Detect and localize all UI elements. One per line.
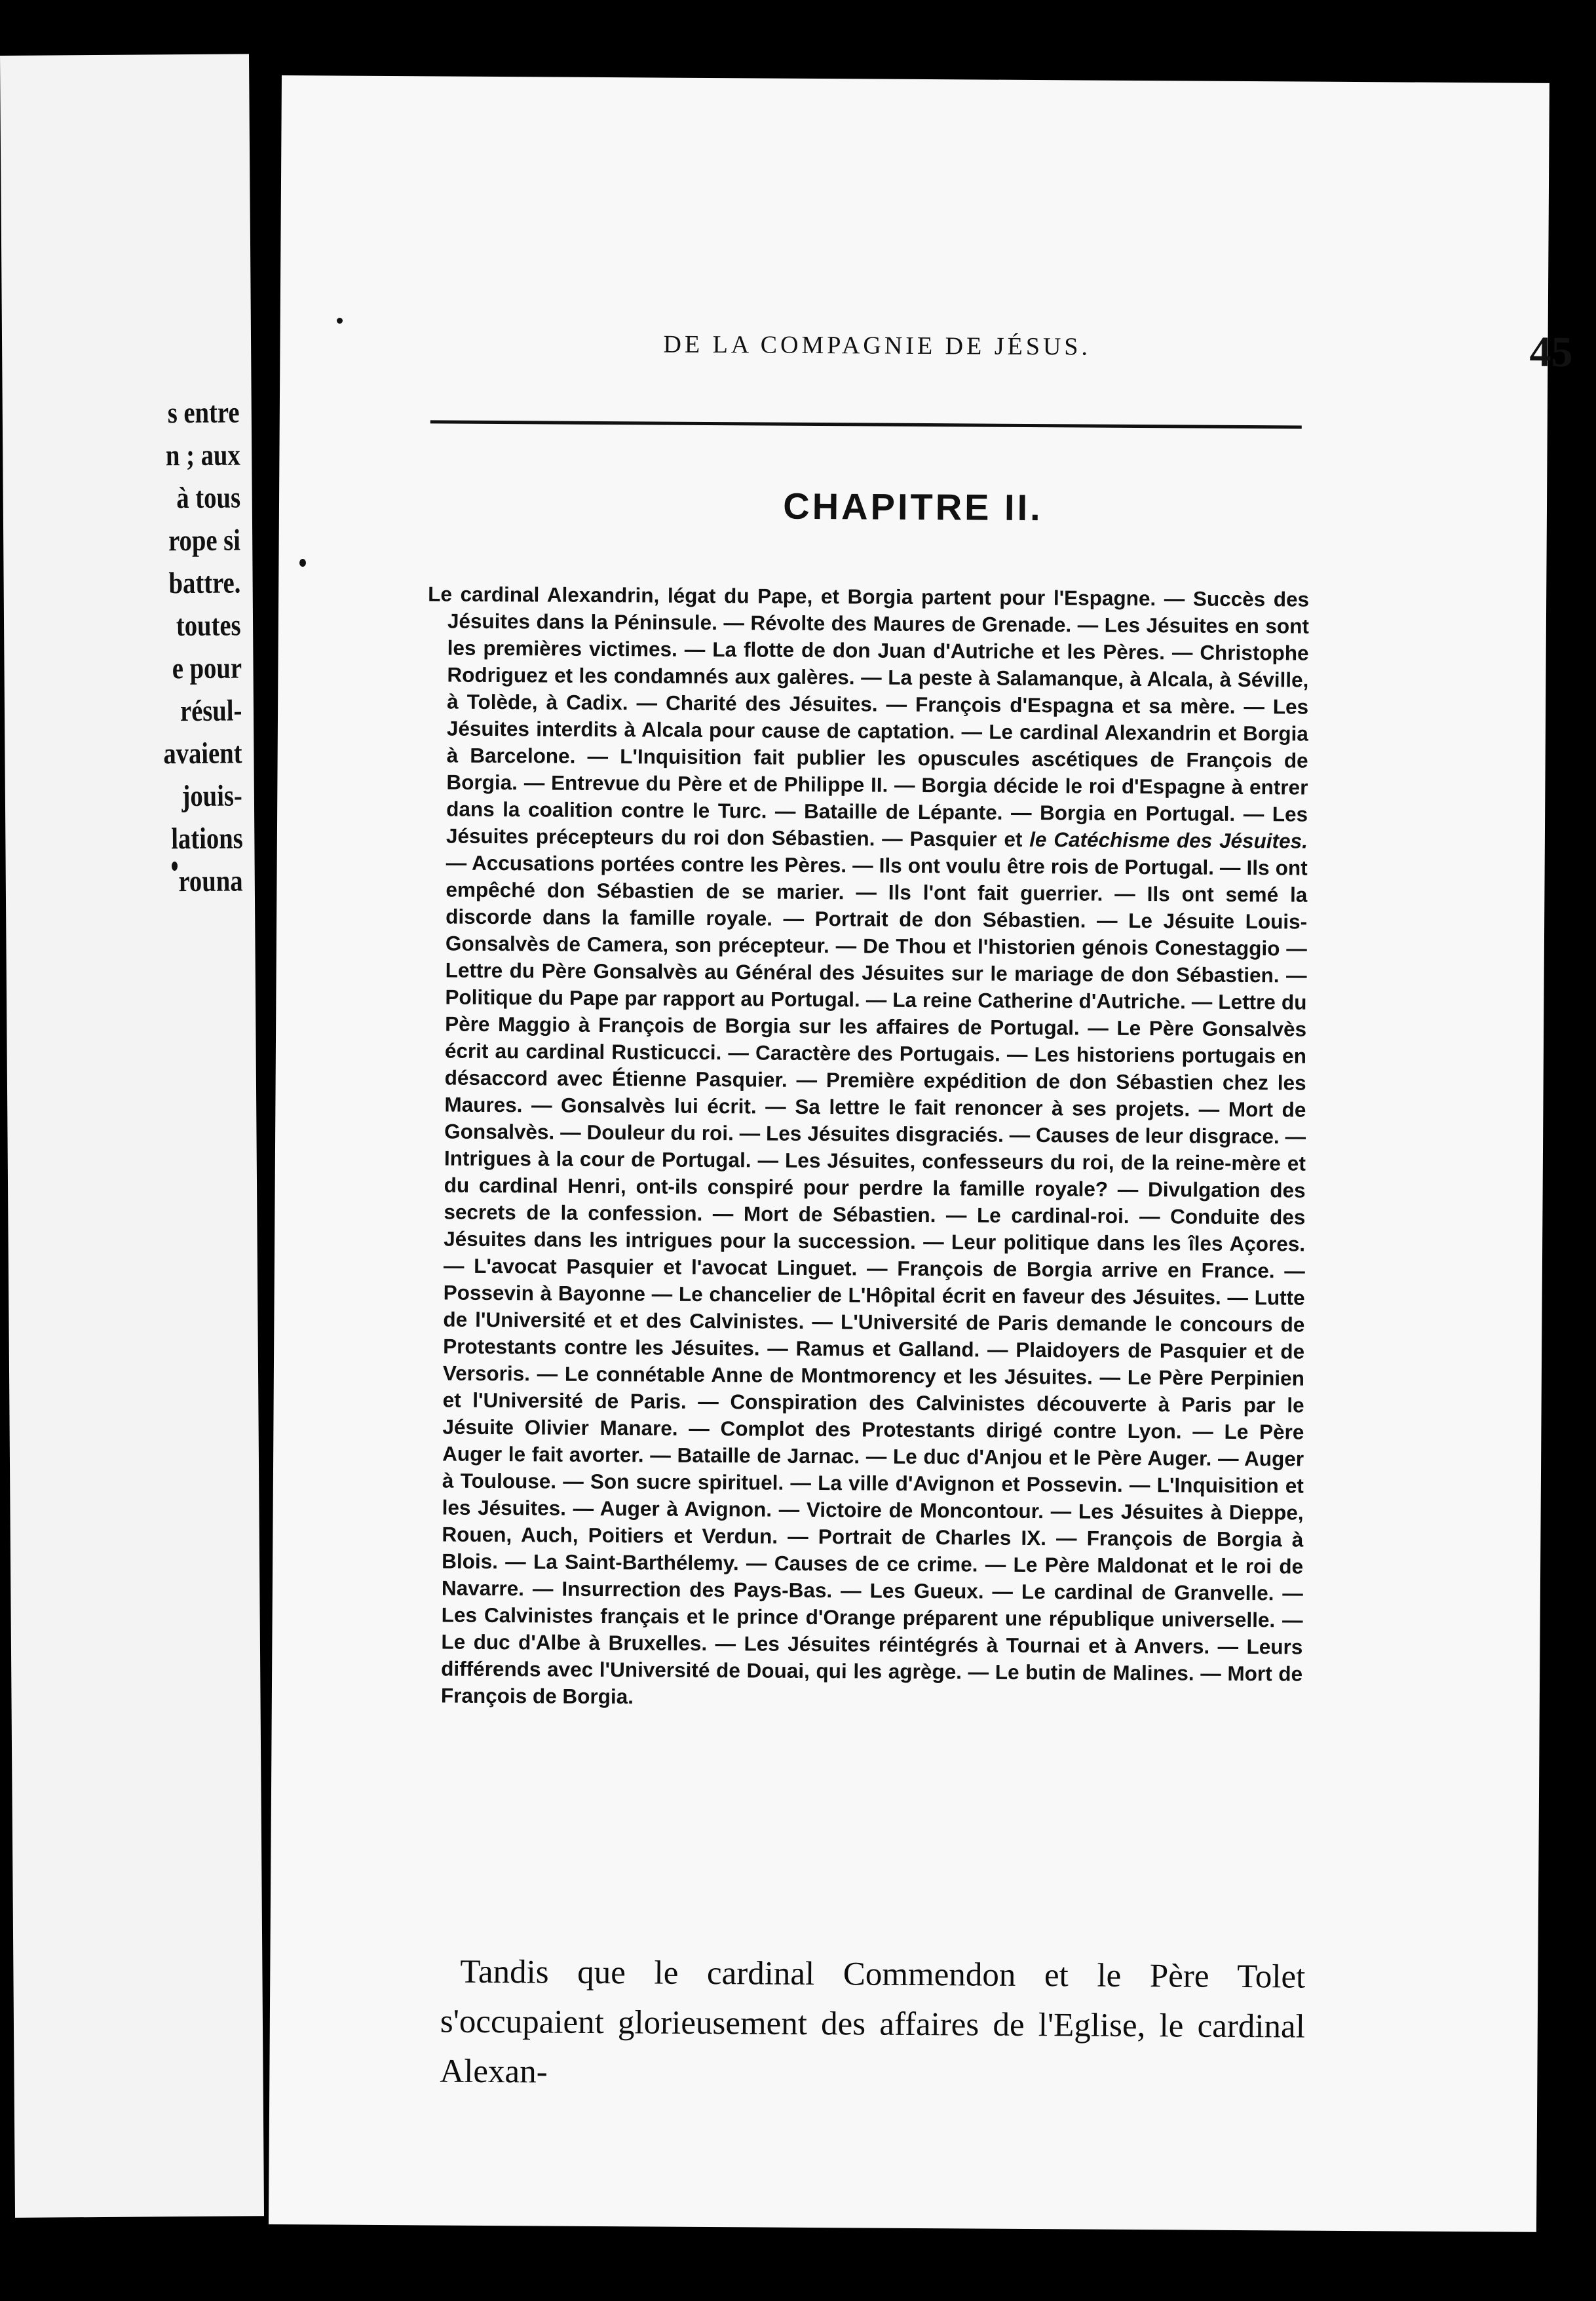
body-paragraph: Tandis que le cardinal Commendon et le Père Tolet s'occupaient glorieusement des affaires de l'Eglise, le cardinal Alexan- <box>440 1953 1306 2091</box>
print-speck <box>299 559 306 567</box>
left-line: résul- <box>180 693 242 728</box>
summary-text-part-1: Le cardinal Alexandrin, légat du Pape, et Borgia partent pour l'Espagne. — Succès des Jésuites dans la Péninsule. — Révolte des Maures de Grenade. — Les Jésuites en sont les premières victimes. — La flotte de don Juan d'Autriche et les Pères. — Christophe Rodriguez et les condamnés aux galères. — La peste à Salamanque, à Alcala, à Séville, à Tolède, à Cadix. — Charité des Jésuites. — François d'Espagna et sa mère. — Les Jésuites interdits à Alcala pour cause de captation. — Le cardinal Alexandrin et Borgia à Barcelone. — L'Inquisition fait publier les opuscules ascétiques de François de Borgia. — Entrevue du Père et de Philippe II. — Borgia décide le roi d'Espagne à entrer dans la coalition contre le Turc. — Bataille de Lépante. — Borgia en Portugal. — Les Jésuites précepteurs du roi don Sébastien. — Pasquier et <box>428 582 1310 851</box>
left-line: jouis- <box>181 778 243 813</box>
left-page <box>0 54 264 2218</box>
summary-text-part-2: — Accusations portées contre les Pères. — Ils ont voulu être rois de Portugal. — Ils ont empêché don Sébastien de se marier. — Ils l'ont fait guerrier. — Ils ont semé la discorde dans la famille royale. — Portrait de don Sébastien. — Le Jésuite Louis-Gonsalvès de Camera, son précepteur. — De Thou et l'historien génois Conestaggio — Lettre du Père Gonsalvès au Général des Jésuites sur le mariage de don Sébastien. — Politique du Pape par rapport au Portugal. — La reine Catherine d'Autriche. — Lettre du Père Maggio à François de Borgia sur les affaires de Portugal. — Le Père Gonsalvès écrit au cardinal Rusticucci. — Caractère des Portugais. — Les historiens portugais en désaccord avec Étienne Pasquier. — Première expédition de don Sébastien chez les Maures. — Gonsalvès lui écrit. — Sa lettre le fait renoncer à ses projets. — Mort de Gonsalvès. — Douleur du roi. — Les Jésuites disgraciés. — Causes de leur disgrace. — Intrigues à la cour de Portugal. — Les Jésuites, confesseurs du roi, de la reine-mère et du cardinal Henri, ont-ils conspiré pour perdre la famille royale? — Divulgation des secrets de la confession. — Mort de Sébastien. — Le cardinal-roi. — Conduite des Jésuites dans les intrigues pour la succession. — Leur politique dans les îles Açores. — L'avocat Pasquier et l'avocat Linguet. — François de Borgia arrive en France. — Possevin à Bayonne — Le chancelier de L'Hôpital écrit en faveur des Jésuites. — Lutte de l'Université et et des Calvinistes. — L'Université de Paris demande le concours de Protestants contre les Jésuites. — Ramus et Galland. — Plaidoyers de Pasquier et de Versoris. — Le connétable Anne de Montmorency et les Jésuites. — Le Père Perpinien et l'Université de Paris. — Conspiration des Calvinistes découverte à Paris par le Jésuite Olivier Manare. — Complot des Protestants dirigé contre Lyon. — Le Père Auger le fait avorter. — Bataille de Jarnac. — Le duc d'Anjou et le Père Auger. — Auger à Toulouse. — Son sucre spirituel. — La ville d'Avignon et Possevin. — L'Inquisition et les Jésuites. — Auger à Avignon. — Victoire de Moncontour. — Les Jésuites à Dieppe, Rouen, Auch, Poitiers et Verdun. — Portrait de Charles IX. — François de Borgia à Blois. — La Saint-Barthélemy. — Causes de ce crime. — Le Père Maldonat et le roi de Navarre. — Insurrection des Pays-Bas. — Les Gueux. — Le cardinal de Granvelle. — Les Calvinistes français et le prince d'Orange préparent une république universelle. — Le duc d'Albe à Bruxelles. — Les Jésuites réintégrés à Tournai et à Anvers. — Leurs différends avec l'Université de Douai, qui les agrège. — Le butin de Malines. — Mort de François de Borgia. <box>440 850 1308 1709</box>
left-line: toutes <box>176 608 242 643</box>
summary-italic-title: le Catéchisme des Jésuites. <box>1029 827 1308 853</box>
chapter-title: CHAPITRE II. <box>783 485 1043 529</box>
right-page <box>269 75 1573 2232</box>
left-line: e pour <box>172 651 242 685</box>
print-speck <box>172 862 178 871</box>
left-line: rouna <box>178 864 243 898</box>
header-rule <box>430 420 1302 428</box>
chapter-summary <box>421 580 1309 1714</box>
left-page-text <box>2 335 251 898</box>
left-line: avaient <box>163 736 242 770</box>
page-number: 45 <box>1529 328 1573 377</box>
summary-paragraph <box>421 580 1309 1714</box>
left-line: à tous <box>176 480 240 515</box>
page-header <box>663 330 1580 375</box>
left-line: rope si <box>168 523 241 558</box>
print-speck <box>337 318 343 324</box>
running-title: DE LA COMPAGNIE DE JÉSUS. <box>663 330 1092 361</box>
left-line: n ; aux <box>165 438 240 472</box>
left-line: battre. <box>168 565 241 600</box>
left-line: s entre <box>167 395 240 430</box>
left-line: lations <box>170 821 243 856</box>
